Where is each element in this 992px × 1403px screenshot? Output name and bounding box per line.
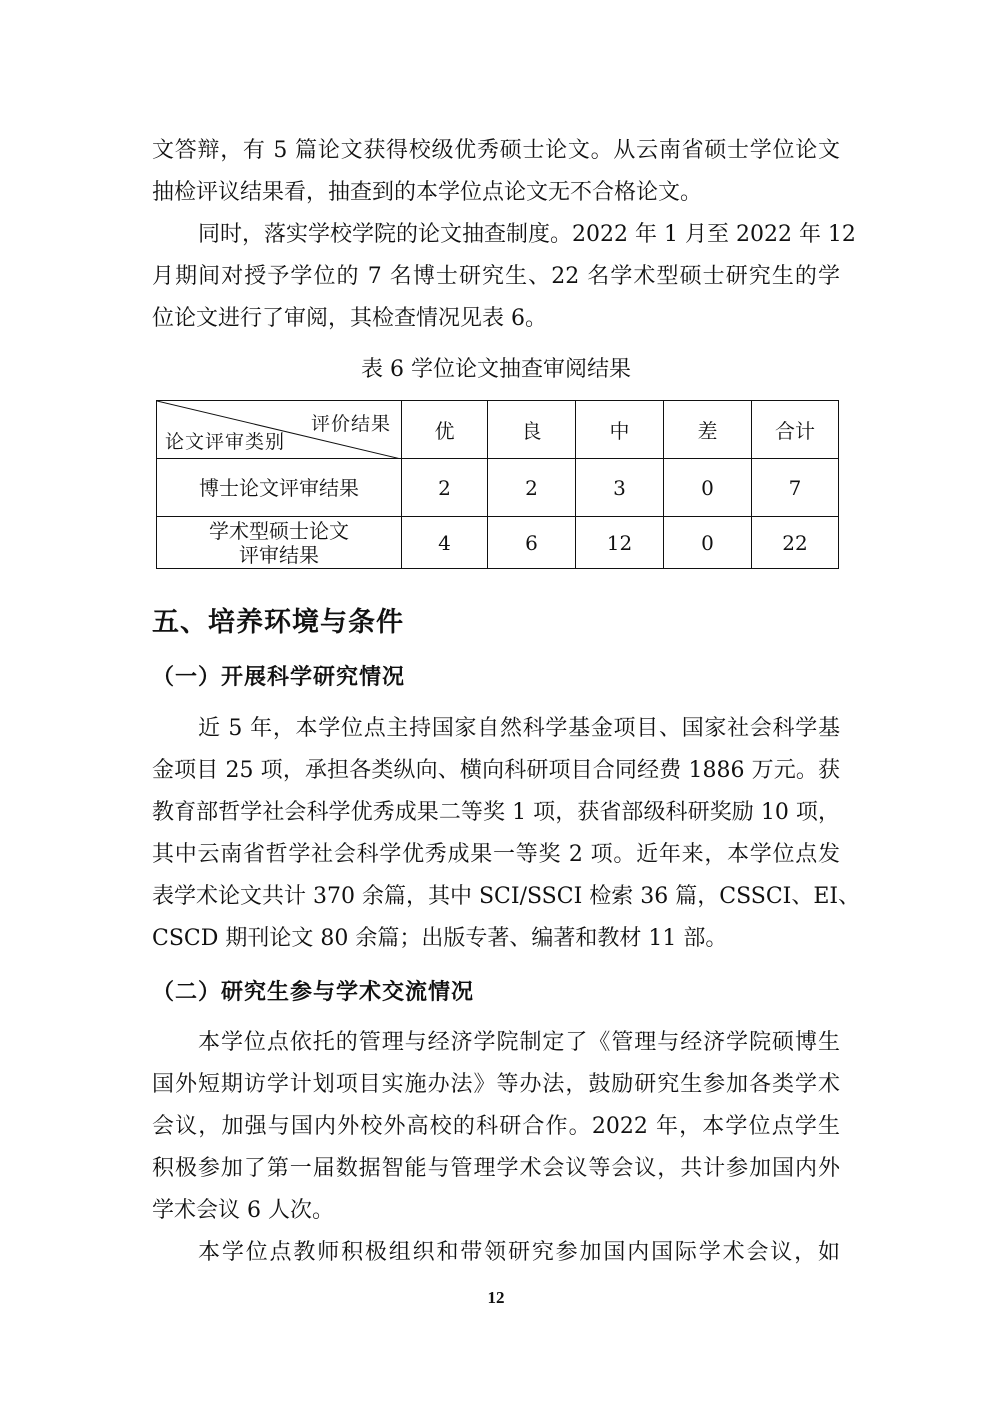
text-line: 其中云南省哲学社会科学优秀成果一等奖 2 项。近年来，本学位点发 [152, 842, 840, 867]
paragraph-faculty-conferences [152, 1232, 840, 1274]
table-row [157, 459, 839, 517]
table-cell: 22 [752, 517, 839, 569]
table-header-cell: 良 [488, 401, 576, 459]
text-line: 月期间对授予学位的 7 名博士研究生、22 名学术型硕士研究生的学 [152, 264, 840, 289]
table-cell: 0 [664, 517, 752, 569]
text-line: 金项目 25 项，承担各类纵向、横向科研项目合同经费 1886 万元。获 [152, 758, 840, 783]
row-label-line: 评审结果 [239, 542, 319, 567]
text-line: CSCD 期刊论文 80 余篇；出版专著、编著和教材 11 部。 [152, 926, 728, 951]
subsection-heading: （二）研究生参与学术交流情况 [152, 980, 475, 1005]
table-cell: 2 [488, 459, 576, 517]
text-line: 本学位点依托的管理与经济学院制定了《管理与经济学院硕博生 [198, 1030, 840, 1055]
table-cell: 3 [576, 459, 664, 517]
page-number: 12 [487, 1288, 505, 1307]
table-cell: 12 [576, 517, 664, 569]
table-cell: 6 [488, 517, 576, 569]
thesis-review-table [156, 400, 839, 569]
table-header-cell: 中 [576, 401, 664, 459]
table-header-cell: 差 [664, 401, 752, 459]
table-cell: 2 [402, 459, 488, 517]
paragraph-thesis-review [152, 214, 856, 340]
table-cell: 4 [402, 517, 488, 569]
table-caption: 表 6 学位论文抽查审阅结果 [361, 357, 631, 382]
text-line: 积极参加了第一届数据智能与管理学术会议等会议，共计参加国内外 [152, 1156, 840, 1181]
table-cell: 0 [664, 459, 752, 517]
section-heading: 五、培养环境与条件 [152, 607, 404, 638]
corner-label-category: 论文评审类别 [165, 431, 286, 453]
text-line: 同时，落实学校学院的论文抽查制度。2022 年 1 月至 2022 年 12 [198, 222, 856, 247]
subsection-heading: （一）开展科学研究情况 [152, 665, 406, 690]
table-header-cell: 合计 [752, 401, 839, 459]
text-line: 学术会议 6 人次。 [152, 1198, 334, 1223]
paragraph-research [152, 708, 861, 960]
paragraph-thesis-defense [152, 130, 840, 214]
text-line: 表学术论文共计 370 余篇，其中 SCI/SSCI 检索 36 篇，CSSCI、EI、 [152, 884, 861, 909]
table-row [157, 517, 839, 569]
text-line: 教育部哲学社会科学优秀成果二等奖 1 项，获省部级科研奖励 10 项， [152, 800, 840, 825]
table-header-cell: 优 [402, 401, 488, 459]
table-row-header [157, 517, 402, 569]
table-corner-cell [157, 401, 402, 459]
text-line: 近 5 年，本学位点主持国家自然科学基金项目、国家社会科学基 [198, 716, 840, 741]
text-line: 会议，加强与国内外校外高校的科研合作。2022 年，本学位点学生 [152, 1114, 840, 1139]
table-cell: 7 [752, 459, 839, 517]
text-line: 抽检评议结果看，抽查到的本学位点论文无不合格论文。 [152, 180, 703, 205]
table-header-row [157, 401, 839, 459]
text-line: 位论文进行了审阅，其检查情况见表 6。 [152, 306, 547, 331]
text-line: 文答辩，有 5 篇论文获得校级优秀硕士论文。从云南省硕士学位论文 [152, 138, 840, 163]
table-row-header [157, 459, 402, 517]
row-label-line: 博士论文评审结果 [199, 475, 359, 500]
text-line: 国外短期访学计划项目实施办法》等办法，鼓励研究生参加各类学术 [152, 1072, 840, 1097]
row-label-line: 学术型硕士论文 [209, 518, 349, 543]
paragraph-academic-exchange [152, 1022, 840, 1232]
text-line: 本学位点教师积极组织和带领研究参加国内国际学术会议，如 [198, 1240, 840, 1265]
corner-label-evaluation: 评价结果 [310, 413, 391, 435]
